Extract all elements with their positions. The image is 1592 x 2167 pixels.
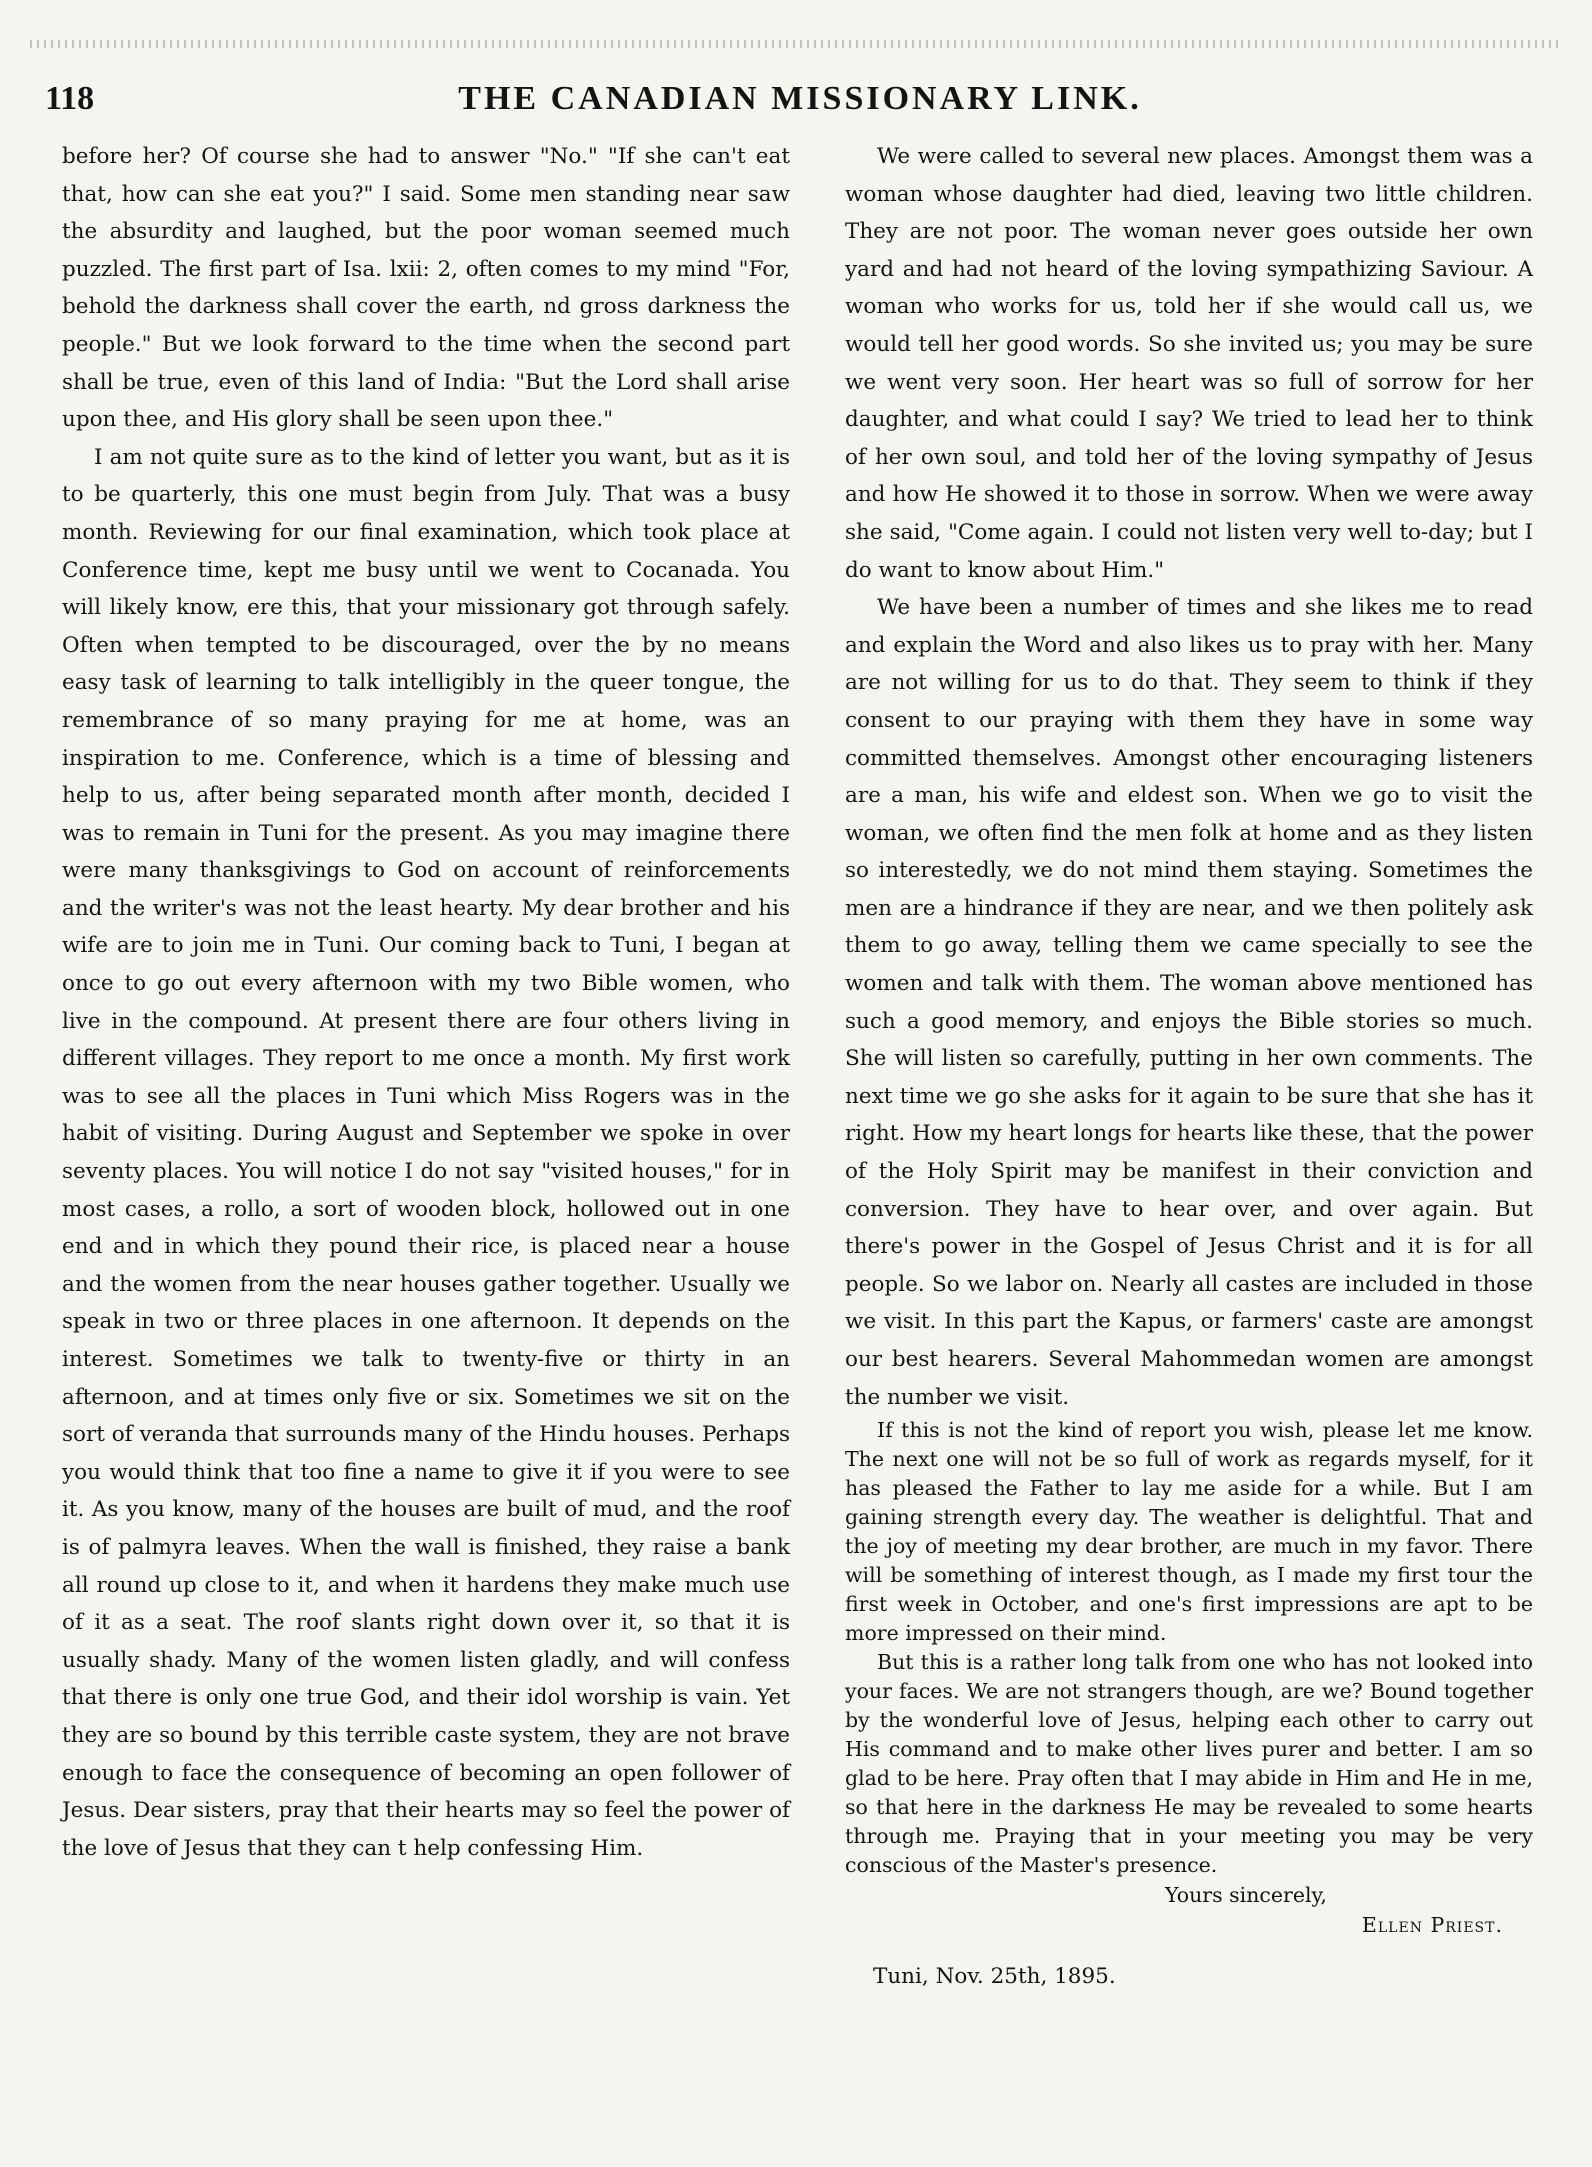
paragraph: before her? Of course she had to answer "No." "If she can't eat that, how can she eat you?" I said. Some men standing near saw the absurdity and laughed, but the poor woman seemed much puzzled. The first part of Isa. lxii: 2, often comes to my mind "For, behold the darkness shall cover the earth, nd gross darkness the people." But we look forward to the time when the second part shall be true, even of this land of India: "But the Lord shall arise upon thee, and His glory shall be seen upon thee." [62, 144, 790, 433]
paragraph: I am not quite sure as to the kind of letter you want, but as it is to be quarterly, this one must begin from July. That was a busy month. Reviewing for our final examination, which took place at Conference time, kept me busy until we went to Cocanada. You will likely know, ere this, that your missionary got through safely. Often when tempted to be discouraged, over the by no means easy task of learning to talk intelligibly in the queer tongue, the remembrance of so many praying for me at home, was an inspiration to me. Conference, which is a time of blessing and help to us, after being separated month after month, decided I was to remain in Tuni for the present. As you may imagine there were many thanksgivings to God on account of reinforcements and the writer's was not the least hearty. My dear brother and his wife are to join me in Tuni. Our coming back to Tuni, I began at once to go out every afternoon with my two Bible women, who live in the compound. At present there are four others living in different villages. They report to me once a month. My first work was to see all the places in Tuni which Miss Rogers was in the habit of visiting. During August and September we spoke in over seventy places. You will notice I do not say "visited houses," for in most cases, a rollo, a sort of wooden block, hollowed out in one end and in which they pound their rice, is placed near a house and the women from the near houses gather together. Usually we speak in two or three places in one afternoon. It depends on the interest. Sometimes we talk to twenty-five or thirty in an afternoon, and at times only five or six. Sometimes we sit on the sort of veranda that surrounds many of the Hindu houses. Perhaps you would think that too fine a name to give it if you were to see it. As you know, many of the houses are built of mud, and the roof is of palmyra leaves. When the wall is finished, they raise a bank all round up close to it, and when it hardens they make much use of it as a seat. The roof slants right down over it, so that it is usually shady. Many of the women listen gladly, and will confess that there is only one true God, and their idol worship is vain. Yet they are so bound by this terrible caste system, they are not brave enough to face the consequence of becoming an open follower of Jesus. Dear sisters, pray that their hearts may so feel the power of the love of Jesus that they can t help confessing Him. [62, 444, 790, 1861]
right-column [845, 138, 1533, 1992]
paragraph: If this is not the kind of report you wish, please let me know. The next one will not be so full of work as regards myself, for it has pleased the Father to lay me aside for a while. But I am gaining strength every day. The weather is delightful. That and the joy of meeting my dear brother, are much in my favor. There will be something of interest though, as I made my first tour the first week in October, and one's first impressions are apt to be more impressed on their mind. [845, 1418, 1533, 1646]
letter-signature: Ellen Priest. [1361, 1913, 1503, 1938]
letter-dateline: Tuni, Nov. 25th, 1895. [873, 1964, 1116, 1990]
top-border-rule [30, 40, 1560, 48]
page-number: 118 [45, 80, 95, 117]
publication-title: THE CANADIAN MISSIONARY LINK. [458, 80, 1142, 117]
paragraph: We were called to several new places. Amongst them was a woman whose daughter had died, leaving two little children. They are not poor. The woman never goes outside her own yard and had not heard of the loving sympathizing Saviour. A woman who works for us, told her if she would call us, we would tell her good words. So she invited us; you may be sure we went very soon. Her heart was so full of sorrow for her daughter, and what could I say? We tried to lead her to think of her own soul, and told her of the loving sympathy of Jesus and how He showed it to those in sorrow. When we were away she said, "Come again. I could not listen very well to-day; but I do want to know about Him." [845, 144, 1533, 583]
paragraph: But this is a rather long talk from one who has not looked into your faces. We are not strangers though, are we? Bound together by the wonderful love of Jesus, helping each other to carry out His command and to make other lives purer and better. I am so glad to be here. Pray often that I may abide in Him and He in me, so that here in the darkness He may be revealed to some hearts through me. Praying that in your meeting you may be very conscious of the Master's presence. [845, 1650, 1533, 1878]
paragraph: We have been a number of times and she likes me to read and explain the Word and also likes us to pray with her. Many are not willing for us to do that. They seem to think if they consent to our praying with them they have in some way committed themselves. Amongst other encouraging listeners are a man, his wife and eldest son. When we go to visit the woman, we often find the men folk at home and as they listen so interestedly, we do not mind them staying. Sometimes the men are a hindrance if they are near, and we then politely ask them to go away, telling them we came specially to see the women and talk with them. The woman above mentioned has such a good memory, and enjoys the Bible stories so much. She will listen so carefully, putting in her own comments. The next time we go she asks for it again to be sure that she has it right. How my heart longs for hearts like these, that the power of the Holy Spirit may be manifest in their conviction and conversion. They have to hear over, and over again. But there's power in the Gospel of Jesus Christ and it is for all people. So we labor on. Nearly all castes are included in those we visit. In this part the Kapus, or farmers' caste are amongst our best hearers. Several Mahommedan women are amongst the number we visit. [845, 595, 1533, 1410]
left-column [62, 138, 790, 1867]
page-header [45, 80, 1555, 130]
letter-closing: Yours sincerely, [1165, 1883, 1327, 1908]
